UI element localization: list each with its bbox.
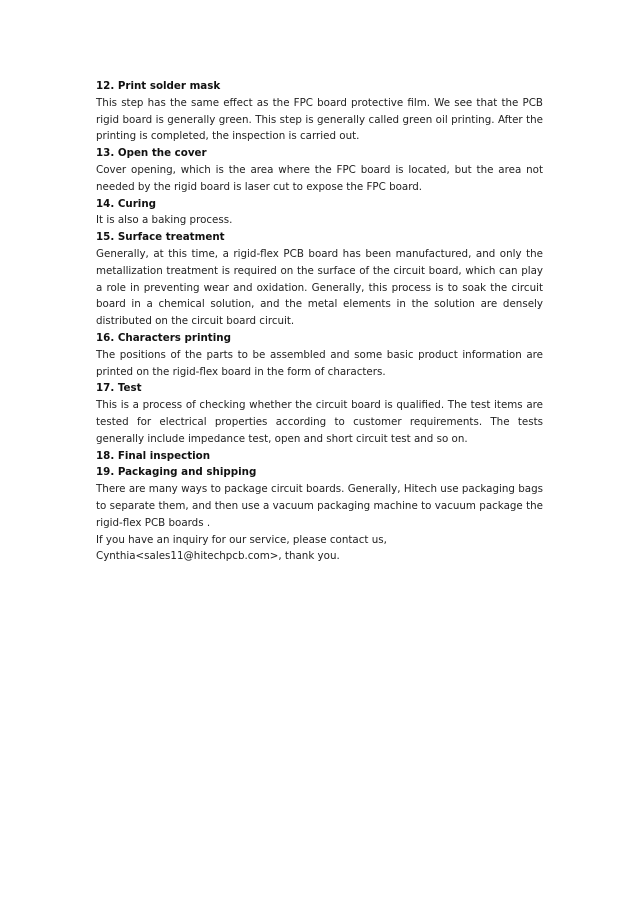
section-heading: 19. Packaging and shipping [96,466,257,479]
section-heading: 12. Print solder mask [96,80,221,92]
section-heading: 16. Characters printing [96,331,231,344]
section-paragraph: This is a process of checking whether the circuit board is qualified. The test items are tested for electrical properties according to customer requirements. The tests generally include impedance test, open and short circuit test and so on. [96,399,543,445]
section-heading: 13. Open the cover [96,147,207,160]
document-body [96,78,543,565]
section-paragraph: There are many ways to package circuit boards. Generally, Hitech use packaging bags to separate them, and then use a vacuum packaging machine to vacuum package the rigid-flex PCB boards . [96,483,543,529]
section-final-inspection [96,448,543,465]
contact-paragraph: If you have an inquiry for our service, please contact us, Cynthia<sales11@hitechpcb.com>, thank you. [96,533,387,563]
section-open-the-cover [96,145,543,195]
section-curing [96,196,543,230]
section-paragraph: Cover opening, which is the area where the FPC board is located, but the area not needed by the rigid board is laser cut to expose the FPC board. [96,163,543,193]
section-paragraph: It is also a baking process. [96,214,233,227]
section-surface-treatment [96,229,543,330]
section-packaging-and-shipping [96,464,543,565]
section-heading: 18. Final inspection [96,449,211,462]
section-paragraph: The positions of the parts to be assembled and some basic product information are printed on the rigid-flex board in the form of characters. [96,348,543,378]
section-heading: 15. Surface treatment [96,231,225,244]
section-paragraph: Generally, at this time, a rigid-flex PCB board has been manufactured, and only the metallization treatment is required on the surface of the circuit board, which can play a role in preventing wear and oxidation. Generally, this process is to soak the circuit board in a chemical solution, and the metal elements in the solution are densely distributed on the circuit board circuit. [96,247,543,328]
section-heading: 17. Test [96,382,142,395]
section-characters-printing [96,330,543,380]
section-test [96,380,543,447]
section-heading: 14. Curing [96,197,157,210]
section-print-solder-mask [96,78,543,145]
section-paragraph: This step has the same effect as the FPC board protective film. We see that the PCB rigid board is generally green. This step is generally called green oil printing. After the printing is completed, the inspection is carried out. [96,96,543,143]
